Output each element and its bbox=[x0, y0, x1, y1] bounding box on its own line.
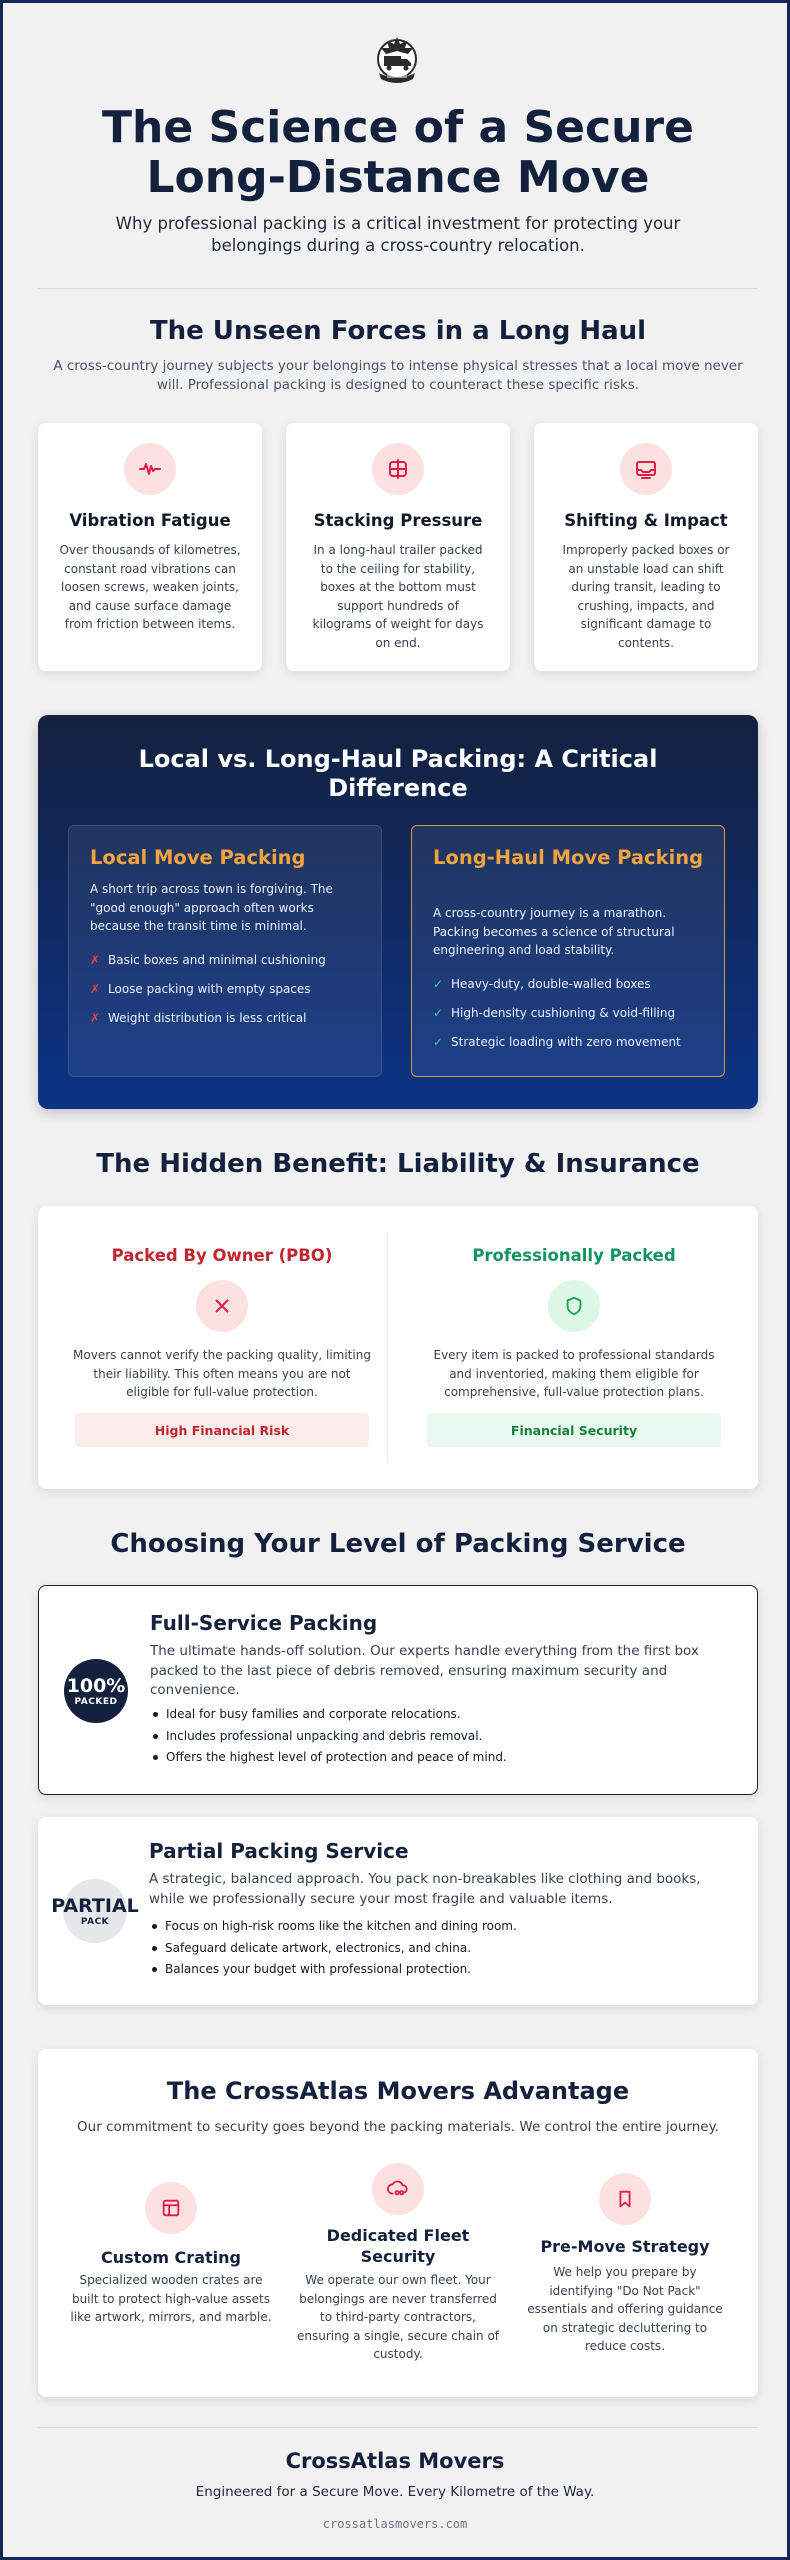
advantage-subtitle: Our commitment to security goes beyond the packing materials. We control the entire journey. bbox=[77, 2119, 719, 2135]
pro-column bbox=[414, 1206, 734, 1489]
full-service-list bbox=[150, 1706, 737, 1771]
full-service-description: The ultimate hands-off solution. Our experts handle everything from the first box packed to the last piece of debris removed, ensuring maximum security and convenience. bbox=[150, 1643, 699, 1698]
footer-tagline: Engineered for a Secure Move. Every Kilometre of the Way. bbox=[195, 2484, 595, 2500]
force-text: In a long-haul trailer packed to the ceiling for stability, boxes at the bottom must support hundreds of kilograms of weight for days on end. bbox=[312, 543, 484, 650]
fleet-truck-icon bbox=[372, 2163, 424, 2215]
column-divider bbox=[387, 1232, 388, 1462]
force-text: Improperly packed boxes or an unstable load can shift during transit, leading to crushing, impacts, and significant damage to contents. bbox=[562, 543, 730, 650]
list-item: Balances your budget with professional protection. bbox=[149, 1961, 738, 1983]
list-item: Focus on high-risk rooms like the kitchen and dining room. bbox=[149, 1918, 738, 1940]
bookmark-icon bbox=[599, 2173, 651, 2225]
footer-url[interactable]: crossatlasmovers.com bbox=[322, 2517, 468, 2531]
longhaul-text: A cross-country journey is a marathon. Packing becomes a science of structural engineering and load stability. bbox=[433, 906, 675, 957]
page-title: The Science of a Secure Long-Distance Move bbox=[102, 102, 694, 203]
moving-truck-emblem-icon bbox=[373, 35, 421, 87]
comparison-title: Local vs. Long-Haul Packing: A Critical Difference bbox=[138, 745, 658, 802]
partial-pack-badge: PARTIAL PACK bbox=[63, 1879, 127, 1943]
force-title: Vibration Fatigue bbox=[69, 511, 231, 530]
crate-icon bbox=[145, 2182, 197, 2234]
list-item: Safeguard delicate artwork, electronics, and china. bbox=[149, 1940, 738, 1962]
local-packing-box bbox=[68, 825, 382, 1077]
comparison-panel bbox=[38, 715, 758, 1109]
footer-divider bbox=[38, 2427, 758, 2428]
force-card-shifting bbox=[534, 423, 758, 671]
pbo-column bbox=[62, 1206, 382, 1489]
advantage-item-crating bbox=[68, 2049, 274, 2397]
advantage-item-text: We help you prepare by identifying "Do Not Pack" essentials and offering guidance on strategic decluttering to reduce costs. bbox=[527, 2265, 723, 2353]
x-mark-icon: ✗ bbox=[90, 953, 101, 967]
list-item: ✓ Strategic loading with zero movement bbox=[433, 1034, 714, 1063]
longhaul-list bbox=[433, 976, 714, 1063]
pro-text: Every item is packed to professional standards and inventoried, making them eligible for comprehensive, full-value protection plans. bbox=[433, 1348, 715, 1399]
force-text: Over thousands of kilometres, constant road vibrations can loosen screws, weaken joints, and cause surface damage from friction between items. bbox=[59, 543, 241, 631]
force-title: Stacking Pressure bbox=[313, 511, 483, 530]
list-item: ✗ Loose packing with empty spaces bbox=[90, 981, 371, 1010]
liability-title: The Hidden Benefit: Liability & Insurance bbox=[96, 1149, 700, 1179]
advantage-item-text: We operate our own fleet. Your belongings are never transferred to third-party contractors, ensuring a single, secure chain of custody. bbox=[296, 2273, 500, 2361]
stacking-icon bbox=[372, 443, 424, 495]
list-item: ✗ Weight distribution is less critical bbox=[90, 1010, 371, 1039]
local-title: Local Move Packing bbox=[90, 846, 306, 869]
pbo-title: Packed By Owner (PBO) bbox=[111, 1246, 333, 1265]
pro-title: Professionally Packed bbox=[472, 1246, 676, 1265]
partial-service-title: Partial Packing Service bbox=[149, 1839, 409, 1863]
page-subtitle: Why professional packing is a critical investment for protecting your belongings during a cross-country relocation. bbox=[115, 214, 681, 255]
check-icon: ✓ bbox=[433, 977, 444, 991]
forces-description: A cross-country journey subjects your belongings to intense physical stresses that a local move never will. Professional packing is designed to counteract these specific risks. bbox=[53, 358, 743, 393]
vibration-icon bbox=[124, 443, 176, 495]
force-card-vibration bbox=[38, 423, 262, 671]
shifting-load-icon bbox=[620, 443, 672, 495]
check-icon: ✓ bbox=[433, 1006, 444, 1020]
risk-badge: High Financial Risk bbox=[75, 1413, 369, 1447]
advantage-item-strategy bbox=[522, 2049, 728, 2397]
list-item: Ideal for busy families and corporate relocations. bbox=[150, 1706, 737, 1728]
advantage-item-title: Custom Crating bbox=[101, 2248, 241, 2267]
local-list bbox=[90, 952, 371, 1039]
list-item: ✗ Basic boxes and minimal cushioning bbox=[90, 952, 371, 981]
services-title: Choosing Your Level of Packing Service bbox=[110, 1529, 686, 1559]
forces-title: The Unseen Forces in a Long Haul bbox=[149, 316, 647, 346]
full-service-card[interactable] bbox=[38, 1585, 758, 1795]
list-item: Includes professional unpacking and debris removal. bbox=[150, 1728, 737, 1750]
x-mark-icon: ✗ bbox=[90, 1011, 101, 1025]
longhaul-title: Long-Haul Move Packing bbox=[433, 846, 704, 869]
x-mark-icon: ✗ bbox=[90, 982, 101, 996]
advantage-item-title: Pre-Move Strategy bbox=[540, 2237, 710, 2256]
check-icon: ✓ bbox=[433, 1035, 444, 1049]
shield-icon bbox=[548, 1280, 600, 1332]
full-service-title: Full-Service Packing bbox=[150, 1611, 378, 1635]
full-packed-badge: 100% PACKED bbox=[64, 1659, 128, 1723]
partial-service-description: A strategic, balanced approach. You pack non-breakables like clothing and books, while we professionally secure your most fragile and valuable items. bbox=[149, 1871, 701, 1907]
list-item: Offers the highest level of protection and peace of mind. bbox=[150, 1749, 737, 1771]
advantage-card bbox=[38, 2049, 758, 2397]
advantage-title: The CrossAtlas Movers Advantage bbox=[166, 2077, 630, 2105]
x-icon bbox=[196, 1280, 248, 1332]
force-title: Shifting & Impact bbox=[564, 511, 728, 530]
force-card-stacking bbox=[286, 423, 510, 671]
footer-brand: CrossAtlas Movers bbox=[285, 2449, 505, 2473]
divider bbox=[38, 288, 758, 289]
pbo-text: Movers cannot verify the packing quality, limiting their liability. This often means you are not eligible for full-value protection. bbox=[73, 1348, 371, 1399]
partial-service-list bbox=[149, 1918, 738, 1983]
local-text: A short trip across town is forgiving. The "good enough" approach often works because the transit time is minimal. bbox=[90, 882, 333, 933]
partial-service-card[interactable] bbox=[38, 1817, 758, 2005]
liability-card bbox=[38, 1206, 758, 1489]
advantage-item-text: Specialized wooden crates are built to protect high-value assets like artwork, mirrors, and marble. bbox=[70, 2273, 272, 2324]
longhaul-packing-box bbox=[411, 825, 725, 1077]
advantage-item-fleet bbox=[295, 2049, 501, 2397]
list-item: ✓ Heavy-duty, double-walled boxes bbox=[433, 976, 714, 1005]
list-item: ✓ High-density cushioning & void-filling bbox=[433, 1005, 714, 1034]
security-badge: Financial Security bbox=[427, 1413, 721, 1447]
advantage-item-title: Dedicated Fleet Security bbox=[326, 2226, 470, 2266]
